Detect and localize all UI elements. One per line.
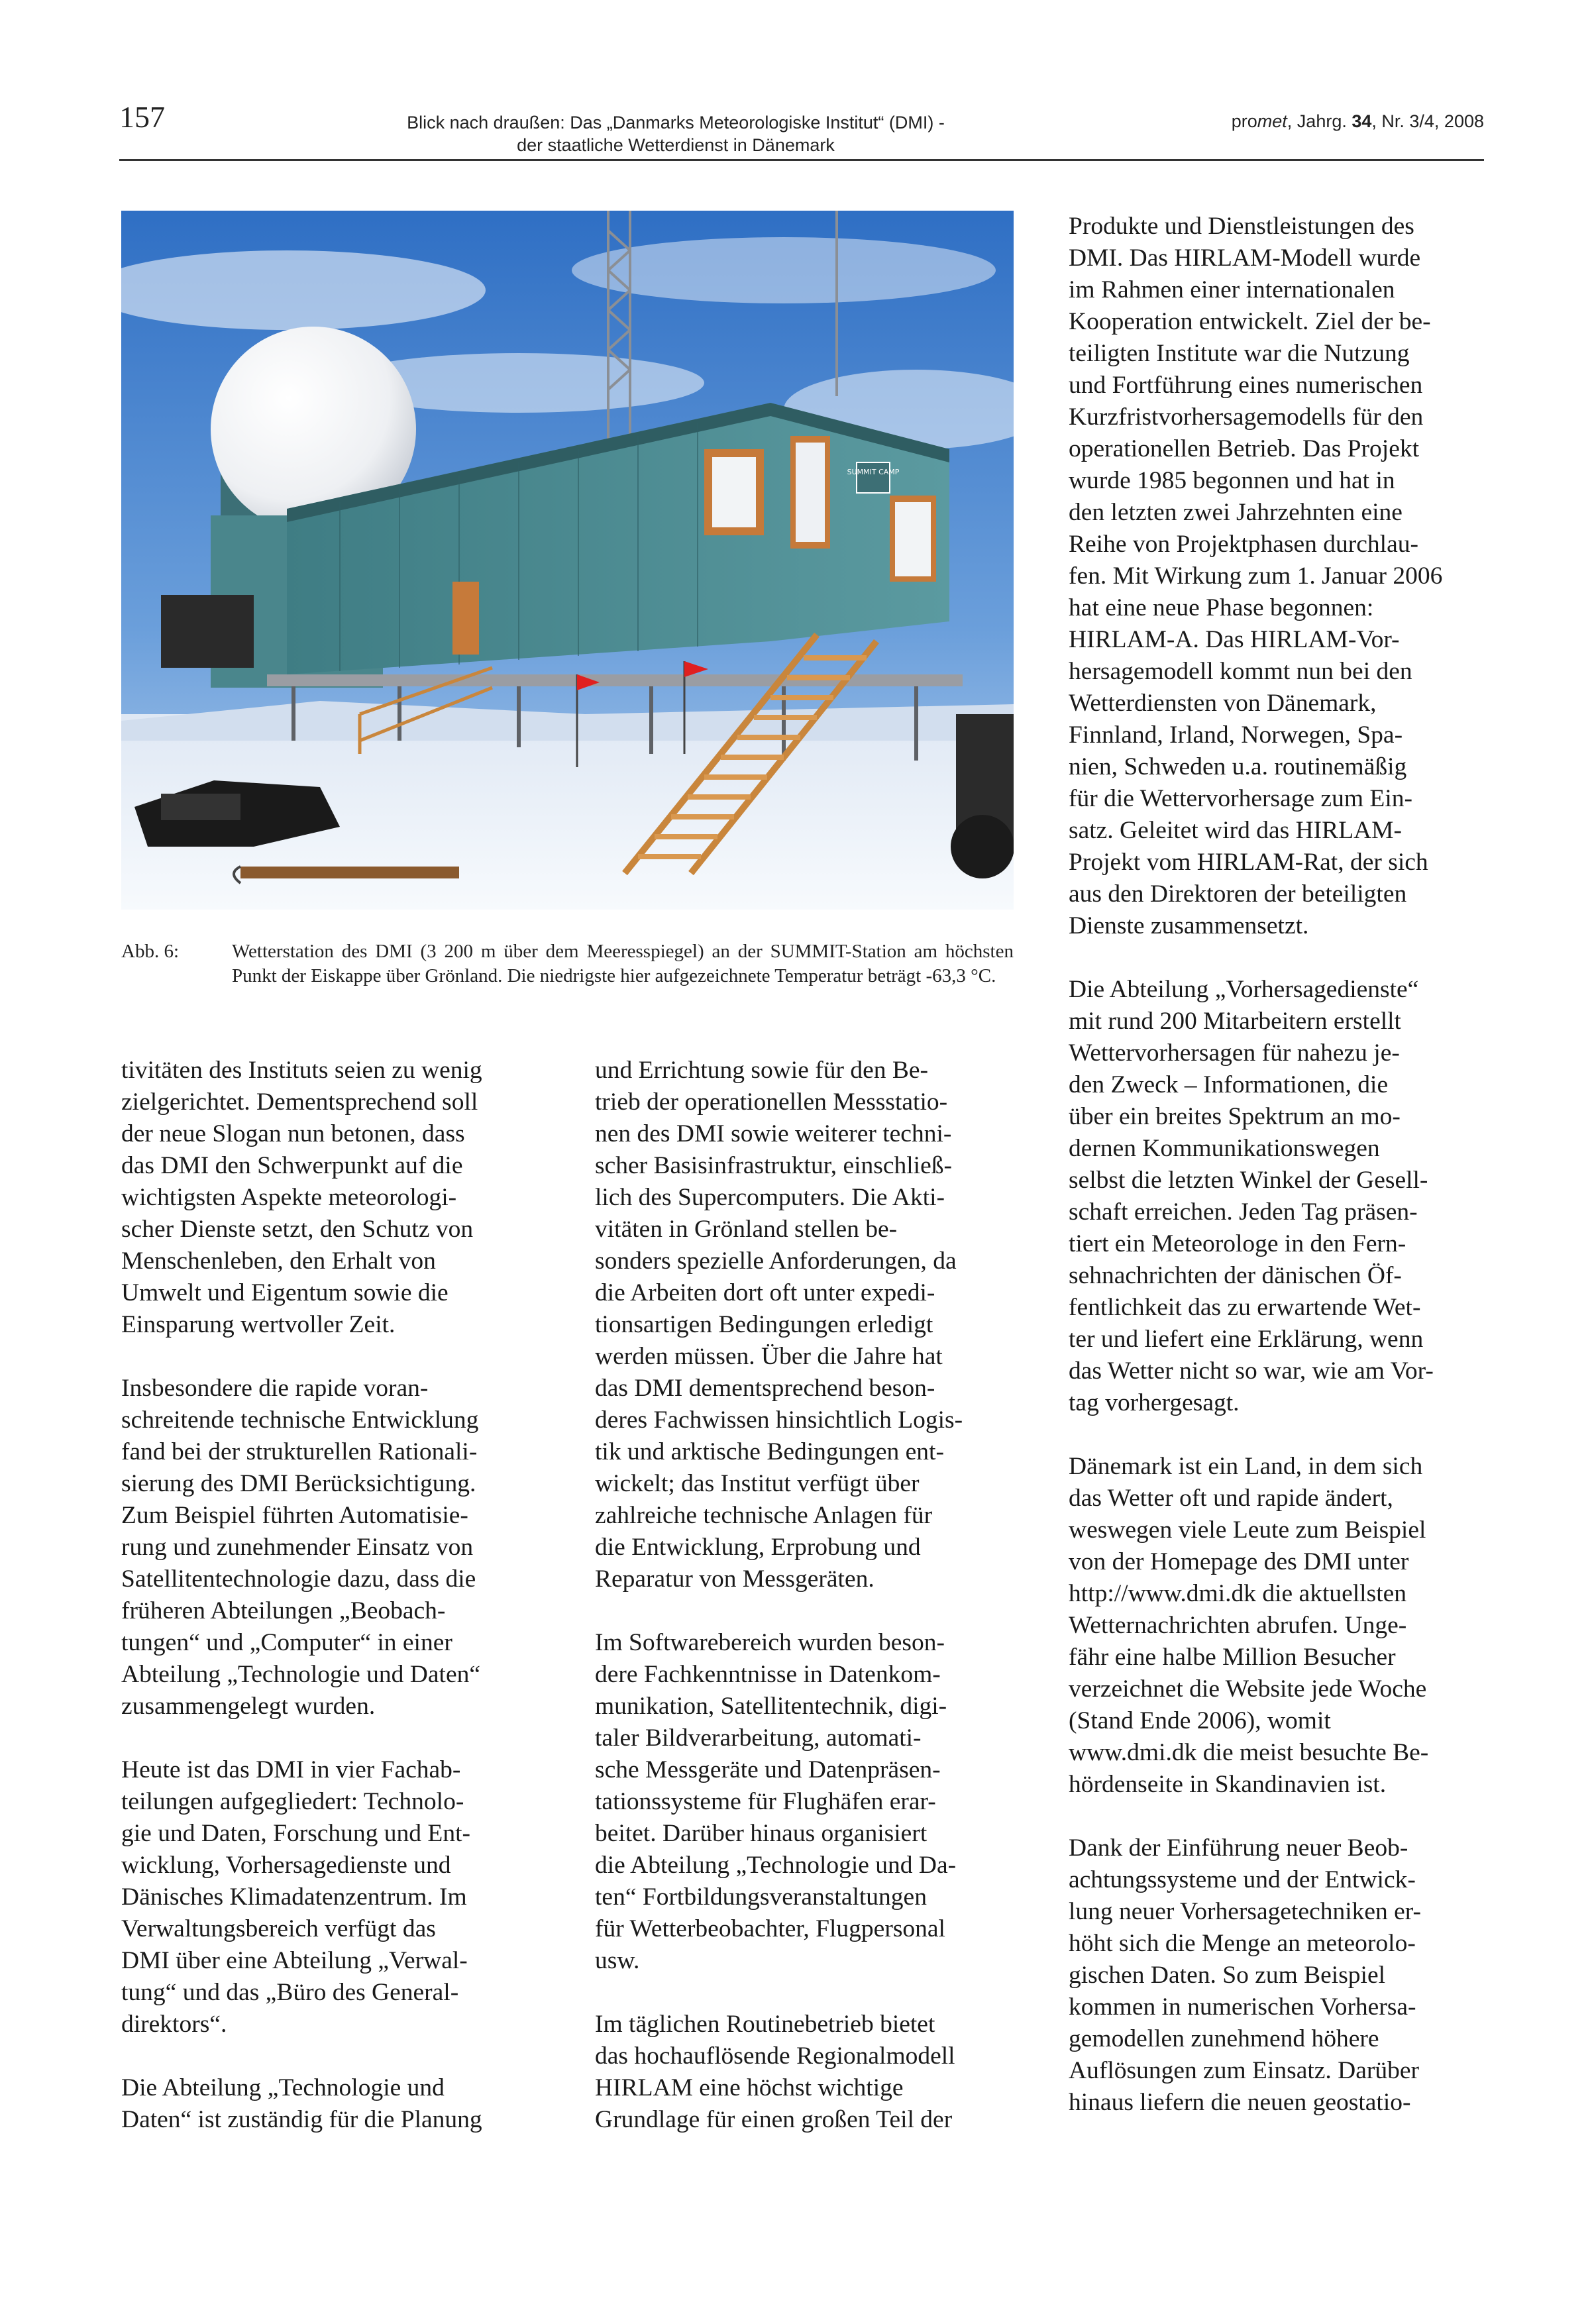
paragraph: und Errichtung sowie für den Be- trieb der operationellen Messstatio- nen des DMI sowie weiterer techni- scher Basisinfrastruktur, einschließ- lich des Supercomputers. Die Akti- vitäten in Grönland stellen be- sonders spezielle Anforderungen, da die Arbeiten dort oft unter expedi- tionsartigen Bedingungen erledigt werden müssen. Über die Jahre hat das DMI dementsprechend beson- deres Fachwissen hinsichtlich Logis- tik und arktische Bedingungen ent- wickelt; das Institut verfügt über zahlreiche technische Anlagen für die Entwicklung, Erprobung und Reparatur von Messgeräten. — [595, 1057, 963, 1593]
text-column-1 — [121, 1055, 558, 2136]
paragraph: Produkte und Dienstleistungen des DMI. Das HIRLAM-Modell wurde im Rahmen einer internationalen Kooperation entwickelt. Ziel der be- teiligten Institute war die Nutzung und Fortführung eines numerischen Kurzfristvorhersagemodells für den operationellen Betrieb. Das Projekt wurde 1985 begonnen und hat in den letzten zwei Jahrzehnten eine Reihe von Projektphasen durchlau- fen. Mit Wirkung zum 1. Januar 2006 hat eine neue Phase begonnen: HIRLAM-A. Das HIRLAM-Vor- hersagemodell kommt nun bei den Wetterdiensten von Dänemark, Finnland, Irland, Norwegen, Spa- nien, Schweden u.a. routinemäßig für die Wettervorhersage zum Ein- satz. Geleitet wird das HIRLAM- Projekt vom HIRLAM-Rat, der sich aus den Direktoren der beteiligten Dienste zusammensetzt. — [1069, 213, 1443, 939]
paragraph: Im täglichen Routinebetrieb bietet das hochauflösende Regionalmodell HIRLAM eine höchst wichtige Grundlage für einen großen Teil der — [595, 2011, 955, 2133]
journal-volume: 34 — [1352, 111, 1372, 131]
figure-label: Abb. 6: — [121, 941, 179, 962]
paragraph: Insbesondere die rapide voran- schreitende technische Entwicklung fand bei der strukturellen Rationali- sierung des DMI Berücksichtigung. Zum Beispiel führten Automatisie- rung und zunehmender Einsatz von Satellitentechnologie dazu, dass die früheren Abteilungen „Beobach- tungen“ und „Computer“ in einer Abteilung „Technologie und Daten“ zusammengelegt wurden. — [121, 1375, 480, 1720]
journal-year-label: , Jahrg. — [1287, 111, 1352, 131]
running-title-line-1: Blick nach draußen: Das „Danmarks Meteorologiske Institut“ (DMI) - — [407, 113, 945, 132]
station-photo-illustration — [121, 211, 1014, 910]
figure-caption: Wetterstation des DMI (3 200 m über dem Meeresspiegel) an der SUMMIT-Station am höchsten Punkt der Eiskappe über Grönland. Die niedrigste hier aufgezeichnete Temperatur beträgt -63,3 °C. — [232, 941, 1014, 986]
running-title — [371, 111, 980, 156]
paragraph: Dänemark ist ein Land, in dem sich das Wetter oft und rapide ändert, weswegen viele Leute zum Beispiel von der Homepage des DMI unter http://www.dmi.dk die aktuellsten Wetternachrichten abrufen. Unge- fähr eine halbe Million Besucher verzeichnet die Website jede Woche (Stand Ende 2006), womit www.dmi.dk die meist besuchte Be- hördenseite in Skandinavien ist. — [1069, 1453, 1429, 1798]
journal-name-italic: met — [1257, 111, 1287, 131]
running-title-line-2: der staatliche Wetterdienst in Dänemark — [517, 135, 835, 155]
journal-reference — [1073, 111, 1484, 132]
paragraph: Heute ist das DMI in vier Fachab- teilungen aufgegliedert: Technolo- gie und Daten, Forschung und Ent- wicklung, Vorhersagedienste und Dänisches Klimadatenzentrum. Im Verwaltungsbereich verfügt das DMI über eine Abteilung „Verwal- tung“ und das „Büro des General- direktors“. — [121, 1756, 470, 2038]
header-rule — [119, 159, 1484, 161]
journal-issue: , Nr. 3/4, 2008 — [1371, 111, 1484, 131]
paragraph: tivitäten des Instituts seien zu wenig zielgerichtet. Dementsprechend soll der neue Slogan nun betonen, dass das DMI den Schwerpunkt auf die wichtigsten Aspekte meteorologi- scher Dienste setzt, den Schutz von Menschenleben, den Erhalt von Umwelt und Eigentum sowie die Einsparung wertvoller Zeit. — [121, 1057, 482, 1338]
paragraph: Die Abteilung „Technologie und Daten“ ist zuständig für die Planung — [121, 2074, 482, 2133]
paragraph: Die Abteilung „Vorhersagedienste“ mit rund 200 Mitarbeitern erstellt Wettervorhersagen für nahezu je- den Zweck – Informationen, die über ein breites Spektrum an mo- dernen Kommunikationswegen selbst die letzten Winkel der Gesell- schaft erreichen. Jeden Tag präsen- tiert ein Meteorologe in den Fern- sehnachrichten der dänischen Öf- fentlichkeit das zu erwartende Wet- ter und liefert eine Erklärung, wenn das Wetter nicht so war, wie am Vor- tag vorhergesagt. — [1069, 976, 1434, 1416]
journal-name-prefix: pro — [1231, 111, 1257, 131]
page-number: 157 — [119, 100, 165, 134]
text-column-3 — [1069, 211, 1493, 2119]
paragraph: Im Softwarebereich wurden beson- dere Fachkenntnisse in Datenkom- munikation, Satellitentechnik, digi- taler Bildverarbeitung, automati- sche Messgeräte und Datenpräsen- tationssysteme für Flughäfen erar- beitet. Darüber hinaus organisiert die Abteilung „Technologie und Da- ten“ Fortbildungsveranstaltungen für Wetterbeobachter, Flugpersonal usw. — [595, 1629, 957, 1974]
station-photo — [121, 211, 1014, 910]
paragraph: Dank der Einführung neuer Beob- achtungssysteme und der Entwick- lung neuer Vorhersagetechniken er- höht sich die Menge an meteorolo- gischen Daten. So zum Beispiel kommen in numerischen Vorhersa- gemodellen zunehmend höhere Auflösungen zum Einsatz. Darüber hinaus liefern die neuen geostatio- — [1069, 1834, 1422, 2116]
summit-sign: SUMMIT CAMP — [847, 468, 900, 476]
text-column-2 — [595, 1055, 1019, 2136]
